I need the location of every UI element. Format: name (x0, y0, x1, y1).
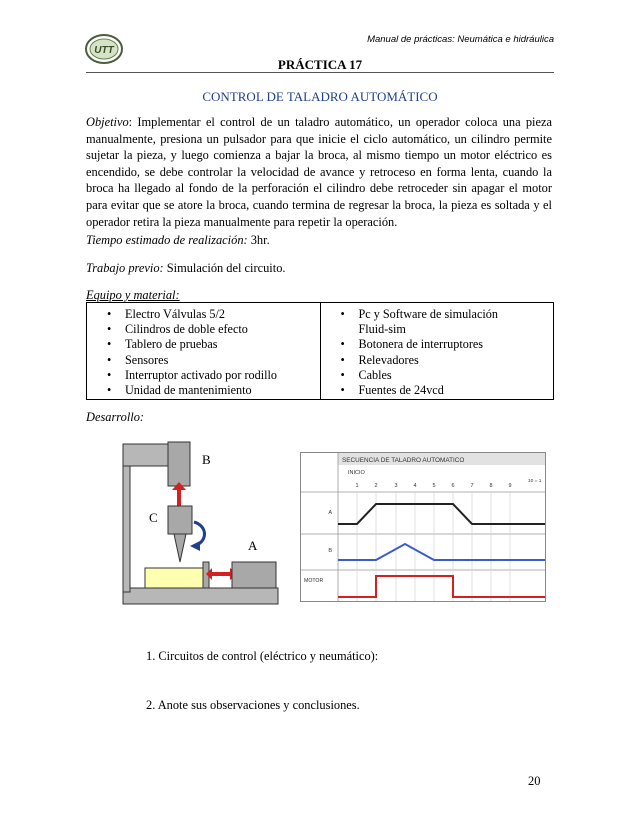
page-number: 20 (528, 774, 541, 788)
step-label: 1 (355, 483, 359, 489)
row-label-a: A (328, 510, 332, 516)
previous-value: Simulación del circuito. (163, 261, 286, 275)
row-label-b: B (328, 548, 332, 554)
time-value: 3hr. (247, 233, 270, 247)
list-item: • Cables (321, 368, 554, 383)
step-label: 6 (451, 483, 455, 489)
sequence-start-label: INICIO (348, 470, 365, 476)
list-item: • Sensores (87, 353, 320, 368)
previous-work (86, 261, 286, 276)
list-item: • Relevadores (321, 353, 554, 368)
header-divider (86, 72, 554, 73)
list-item: • Electro Válvulas 5/2 (87, 307, 320, 322)
manual-title: Manual de prácticas: Neumática e hidráulica (367, 34, 554, 45)
estimated-time (86, 233, 270, 248)
step-item-1: 1. Circuitos de control (eléctrico y neumático): (146, 649, 379, 663)
step-label: 8 (489, 483, 493, 489)
list-item: • Tablero de pruebas (87, 337, 320, 352)
equipment-label: Equipo y material: (86, 288, 180, 302)
label-a: A (248, 538, 258, 553)
objective-paragraph (86, 114, 552, 230)
time-label: Tiempo estimado de realización: (86, 233, 248, 247)
list-item: • Botonera de interruptores (321, 337, 554, 352)
row-label-motor: MOTOR (304, 578, 324, 584)
practice-title: CONTROL DE TALADRO AUTOMÁTICO (202, 89, 438, 104)
list-item: • Unidad de mantenimiento (87, 383, 320, 398)
list-item: • Interruptor activado por rodillo (87, 368, 320, 383)
step-label: 4 (413, 483, 417, 489)
last-step-label: 10 = 1 (528, 479, 542, 484)
previous-label: Trabajo previo: (86, 261, 164, 275)
svg-text:UTT: UTT (94, 45, 114, 56)
step-label: 9 (508, 483, 512, 489)
list-item: • Cilindros de doble efecto (87, 322, 320, 337)
step-label: 5 (432, 483, 436, 489)
sequence-title: SECUENCIA DE TALADRO AUTOMATICO (342, 457, 465, 464)
label-c: C (149, 510, 158, 525)
equipment-table (86, 302, 554, 400)
drill-diagram (120, 438, 290, 608)
list-item: • Pc y Software de simulación Fluid-sim (321, 307, 554, 337)
development-label: Desarrollo: (86, 410, 145, 424)
step-item-2: 2. Anote sus observaciones y conclusiones. (146, 698, 360, 712)
objective-label: Objetivo (86, 115, 129, 129)
practice-number: PRÁCTICA 17 (277, 57, 363, 72)
label-b: B (202, 452, 211, 467)
list-item: • Fuentes de 24vcd (321, 383, 554, 398)
objective-text: : Implementar el control de un taladro automático, un operador coloca una pieza manualmente, presiona un pulsador para que inicie el ciclo automático, un cilindro permite sujetar la pieza, y luego comienza a bajar la broca, al mismo tiempo un motor eléctrico es encendido, se debe controlar la velocidad de avance y retroceso en forma lenta, cuando la broca ha llegado al fondo de la perforación el cilindro debe retroceder sin apagar el motor para evitar que se atore la broca, cuando termina de regresar la broca, la pieza es soltada y el operador retira la pieza manualmente para repetir la operación. (86, 115, 552, 229)
equipment-column-right (320, 303, 554, 399)
step-label: 7 (470, 483, 474, 489)
equipment-column-left (87, 303, 320, 399)
step-label: 2 (374, 483, 378, 489)
step-label: 3 (394, 483, 398, 489)
sequence-diagram (300, 452, 546, 602)
